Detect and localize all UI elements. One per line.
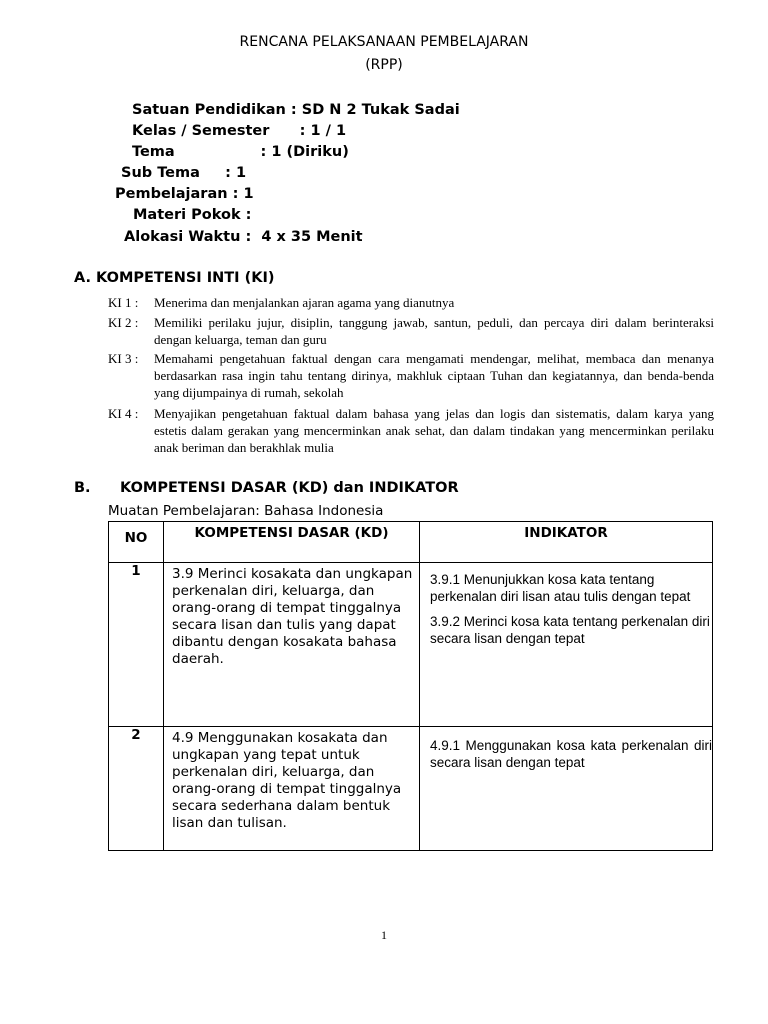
indikator-cell bbox=[420, 727, 713, 851]
identity-tema: Tema : 1 (Diriku) bbox=[132, 144, 349, 160]
identity-kelas: Kelas / Semester : 1 / 1 bbox=[132, 123, 347, 139]
ki-item bbox=[108, 314, 714, 348]
row-number: 2 bbox=[109, 727, 164, 851]
ki-text: Menerima dan menjalankan ajaran agama yang dianutnya bbox=[154, 295, 455, 310]
ki-number: KI 4 : bbox=[108, 406, 139, 421]
document-title: RENCANA PELAKSANAAN PEMBELAJARAN bbox=[239, 34, 529, 50]
header-no: NO bbox=[109, 522, 164, 563]
ki-number: KI 1 : bbox=[108, 295, 139, 310]
ki-number: KI 3 : bbox=[108, 351, 139, 366]
kd-cell: 4.9 Menggunakan kosakata dan ungkapan yang tepat untuk perkenalan diri, keluarga, dan orang-orang di tempat tinggalnya secara sederhana dalam bentuk lisan dan tulisan. bbox=[164, 727, 420, 851]
identity-materi: Materi Pokok : bbox=[133, 207, 252, 223]
ki-number: KI 2 : bbox=[108, 315, 139, 330]
kd-cell: 3.9 Merinci kosakata dan ungkapan perkenalan diri, keluarga, dan orang-orang di tempat tinggalnya secara lisan dan tulis yang dapat dibantu dengan kosakata bahasa daerah. bbox=[164, 563, 420, 727]
ki-item bbox=[108, 350, 714, 401]
row-number: 1 bbox=[109, 563, 164, 727]
section-a-heading: A. KOMPETENSI INTI (KI) bbox=[74, 270, 275, 286]
ki-text: Memiliki perilaku jujur, disiplin, tanggung jawab, santun, peduli, dan percaya diri dalam berinteraksi dengan keluarga, teman dan guru bbox=[154, 315, 714, 347]
ki-text: Memahami pengetahuan faktual dengan cara mengamati mendengar, melihat, membaca dan menanya berdasarkan rasa ingin tahu tentang dirinya, makhluk ciptaan Tuhan dan kegiatannya, dan benda-benda yang dijumpainya di rumah, sekolah bbox=[154, 351, 714, 400]
identity-satuan: Satuan Pendidikan : SD N 2 Tukak Sadai bbox=[132, 102, 460, 118]
section-b-letter: B. bbox=[74, 480, 91, 496]
indikator-item: 3.9.2 Merinci kosa kata tentang perkenalan diri secara lisan dengan tepat bbox=[430, 614, 710, 646]
table-row bbox=[109, 727, 713, 851]
kd-table bbox=[108, 521, 713, 851]
identity-alokasi: Alokasi Waktu : 4 x 35 Menit bbox=[124, 229, 363, 245]
header-kd: KOMPETENSI DASAR (KD) bbox=[164, 522, 420, 563]
table-row bbox=[109, 563, 713, 727]
header-indikator: INDIKATOR bbox=[420, 522, 713, 563]
page-number: 1 bbox=[381, 928, 387, 942]
identity-subtema: Sub Tema : 1 bbox=[121, 165, 247, 181]
ki-text: Menyajikan pengetahuan faktual dalam bahasa yang jelas dan logis dan sistematis, dalam karya yang estetis dalam gerakan yang mencerminkan anak sehat, dan dalam tindakan yang mencerminkan perilaku anak beriman dan berakhlak mulia bbox=[154, 406, 714, 455]
section-b-heading: KOMPETENSI DASAR (KD) dan INDIKATOR bbox=[120, 480, 459, 496]
identity-pembelajaran: Pembelajaran : 1 bbox=[115, 186, 254, 202]
table-header-row bbox=[109, 522, 713, 563]
indikator-item: 3.9.1 Menunjukkan kosa kata tentang perkenalan diri lisan atau tulis dengan tepat bbox=[430, 572, 691, 604]
ki-item bbox=[108, 294, 714, 311]
ki-item bbox=[108, 405, 714, 456]
document-subtitle: (RPP) bbox=[365, 57, 403, 73]
indikator-item: 4.9.1 Menggunakan kosa kata perkenalan diri secara lisan dengan tepat bbox=[430, 738, 712, 770]
indikator-cell bbox=[420, 563, 713, 727]
muatan-pembelajaran: Muatan Pembelajaran: Bahasa Indonesia bbox=[108, 503, 384, 519]
